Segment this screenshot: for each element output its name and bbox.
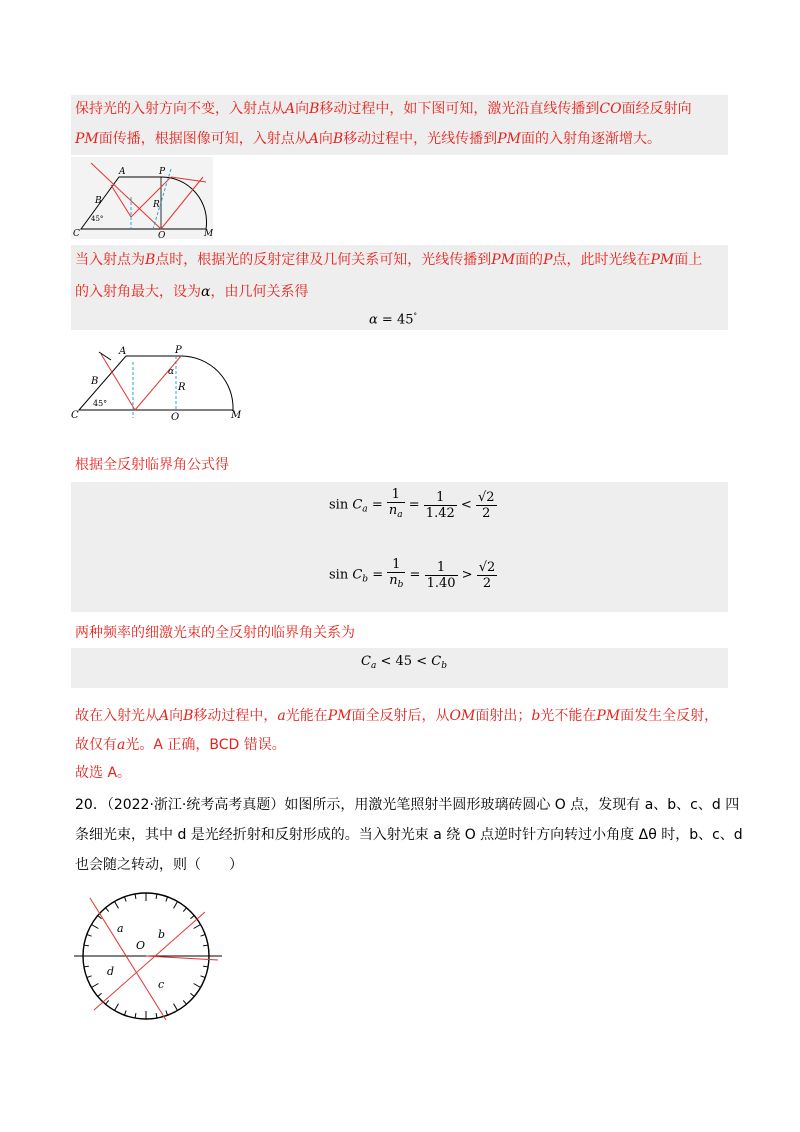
fig2-label-M: M <box>231 410 241 421</box>
fig1-label-angle: 45° <box>91 215 104 223</box>
fig2-label-angle: 45° <box>93 399 108 408</box>
fig2-label-A: A <box>119 346 127 357</box>
protractor-tick <box>124 1011 126 1016</box>
protractor-tick <box>190 916 194 919</box>
protractor-tick <box>84 945 89 946</box>
fig1-label-M: M <box>204 229 213 239</box>
para1-line2: PM面传播，根据图像可知，入射点从A向B移动过程中，光线传播到PM面的入射角逐渐增大。 <box>75 131 661 147</box>
protractor-tick <box>201 976 206 978</box>
para1-line1: 保持光的入射方向不变，入射点从A向B移动过程中，如下图可知，激光沿直线传播到CO面经反射向 <box>75 101 692 117</box>
fig1-label-C: C <box>73 229 80 239</box>
protractor-tick <box>98 993 102 996</box>
fig2-label-B: B <box>91 376 99 387</box>
fig3-label-O: O <box>136 939 146 952</box>
protractor-tick <box>91 984 98 988</box>
protractor-tick <box>115 1004 119 1011</box>
question-20-line1: 20．（2022·浙江·统考高考真题）如图所示，用激光笔照射半圆形玻璃砖圆心 O 点，发现有 a、b、c、d 四 <box>75 797 740 813</box>
para4-text: 两种频率的细激光束的全反射的临界角关系为 <box>75 625 355 641</box>
equation-compare: $C_a < 45 < C_b$ <box>361 654 447 671</box>
para5-line1: 故在入射光从A向B移动过程中，a光能在PM面全反射后，从OM面射出；b光不能在PM面发生全反射， <box>75 708 719 724</box>
protractor-tick <box>174 901 178 908</box>
fig2-label-P: P <box>175 345 182 356</box>
protractor-tick <box>87 976 92 978</box>
question-20-line2: 条细光束，其中 d 是光经折射和反射形成的。当入射光束 a 绕 O 点逆时针方向转过小角度 Δθ 时，b、c、d <box>75 827 743 843</box>
protractor-tick <box>124 897 126 902</box>
protractor-tick <box>91 925 98 929</box>
figure-1-diagram <box>71 157 213 239</box>
fig1-label-A: A <box>119 167 126 177</box>
figure-2-diagram <box>71 342 241 422</box>
equation-sinCb: $\sin C_b$ = $\frac{1}{n_b}$ = $\frac{1}{1.40}$ > $\frac{√2}{2}$ <box>329 557 496 591</box>
fig3-label-b: b <box>158 928 166 941</box>
para3-text: 根据全反射临界角公式得 <box>75 457 229 473</box>
protractor-tick <box>174 1004 178 1011</box>
para2-line2: 的入射角最大，设为α，由几何关系得 <box>75 284 309 300</box>
fig2-label-C: C <box>71 410 79 421</box>
protractor-tick <box>156 894 157 899</box>
protractor-tick <box>106 908 109 912</box>
protractor-tick <box>194 925 201 929</box>
fig2-label-O: O <box>171 412 180 422</box>
protractor-tick <box>201 934 206 936</box>
fig2-label-R: R <box>178 382 186 393</box>
protractor-tick <box>115 901 119 908</box>
protractor-tick <box>106 1000 109 1004</box>
protractor-tick <box>183 1000 186 1004</box>
fig3-label-a: a <box>117 922 124 935</box>
question-20-line3: 也会随之转动，则（ ） <box>75 857 243 873</box>
fig1-label-P: P <box>159 167 166 177</box>
fig1-label-O: O <box>158 231 166 239</box>
equation-alpha: α = 45° <box>369 312 418 328</box>
para2-line1: 当入射点为B点时，根据光的反射定律及几何关系可知，光线传播到PM面的P点，此时光线在PM面上 <box>75 252 703 268</box>
protractor-tick <box>183 908 186 912</box>
protractor-tick <box>203 966 208 967</box>
equation-sinCa: $\sin C_a$ = $\frac{1}{n_a}$ = $\frac{1}{1.42}$ < $\frac{√2}{2}$ <box>329 487 495 521</box>
protractor-tick <box>190 993 194 996</box>
protractor-tick <box>156 1013 157 1018</box>
fig3-label-d: d <box>107 965 115 978</box>
protractor-tick <box>203 945 208 946</box>
fig2-label-alpha: α <box>168 367 175 377</box>
fig3-label-c: c <box>158 978 165 991</box>
fig1-label-B: B <box>95 196 102 206</box>
protractor-tick <box>166 1011 168 1016</box>
protractor-tick <box>84 966 89 967</box>
protractor-tick <box>135 894 136 899</box>
protractor-tick <box>135 1013 136 1018</box>
protractor-tick <box>87 934 92 936</box>
para5-line3: 故选 A。 <box>75 765 132 781</box>
para5-line2: 故仅有a光。A 正确，BCD 错误。 <box>75 737 286 753</box>
protractor-tick <box>194 984 201 988</box>
figure-3-diagram <box>70 890 230 1025</box>
protractor-tick <box>166 897 168 902</box>
fig1-label-R: R <box>153 200 160 210</box>
